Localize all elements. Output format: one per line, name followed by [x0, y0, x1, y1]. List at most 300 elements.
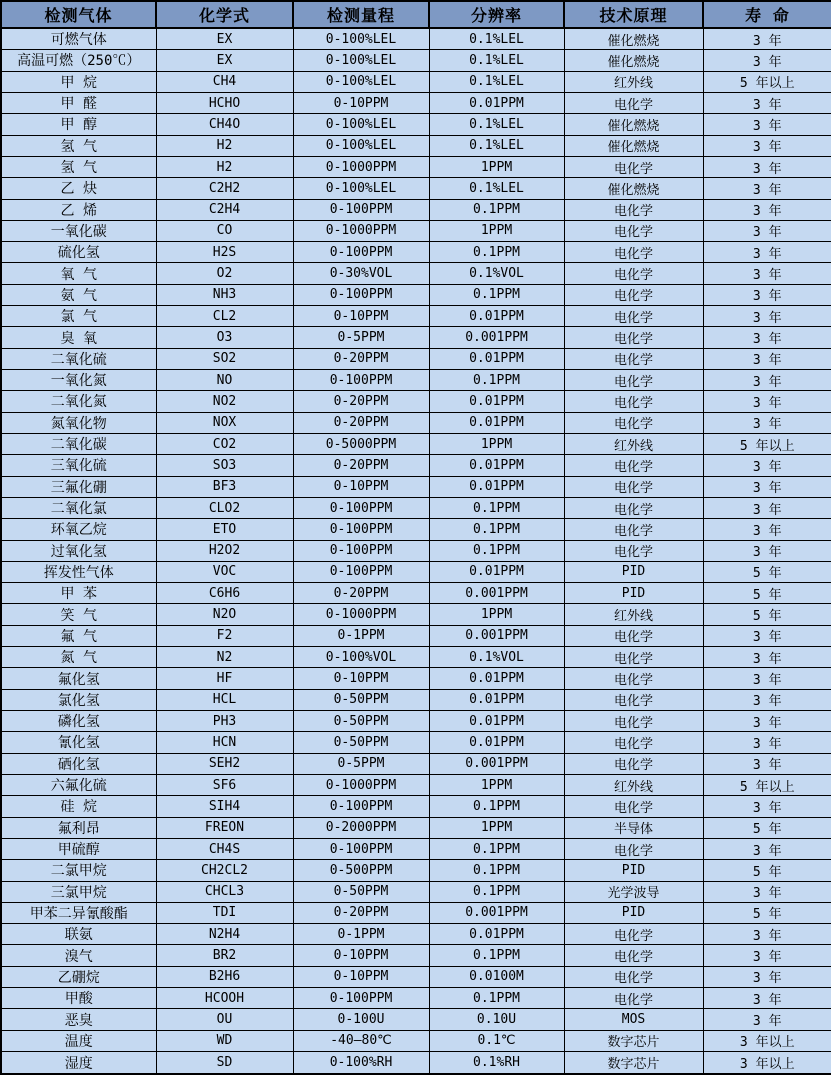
principle-cell: 电化学: [564, 988, 703, 1009]
life-cell: 3 年: [703, 881, 831, 902]
column-header: 技术原理: [564, 1, 703, 28]
gas-name-cell: 高温可燃（250℃）: [1, 50, 156, 71]
life-cell: 5 年以上: [703, 774, 831, 795]
life-cell: 3 年: [703, 497, 831, 518]
table-header: [1, 1, 831, 28]
principle-cell: 电化学: [564, 753, 703, 774]
gas-name-cell: 二氯甲烷: [1, 860, 156, 881]
table-row: [1, 412, 831, 433]
life-cell: 3 年: [703, 540, 831, 561]
table-row: [1, 945, 831, 966]
principle-cell: 电化学: [564, 668, 703, 689]
table-row: [1, 860, 831, 881]
gas-name-cell: 氰化氢: [1, 732, 156, 753]
range-cell: 0-10PPM: [293, 92, 429, 113]
range-cell: 0-20PPM: [293, 348, 429, 369]
gas-name-cell: 二氧化碳: [1, 433, 156, 454]
life-cell: 5 年: [703, 860, 831, 881]
range-cell: 0-20PPM: [293, 902, 429, 923]
formula-cell: SIH4: [156, 796, 293, 817]
life-cell: 3 年以上: [703, 1030, 831, 1051]
range-cell: 0-100PPM: [293, 796, 429, 817]
table-row: [1, 92, 831, 113]
resolution-cell: 0.1PPM: [429, 497, 564, 518]
gas-name-cell: 乙硼烷: [1, 966, 156, 987]
gas-name-cell: 氯化氢: [1, 689, 156, 710]
formula-cell: B2H6: [156, 966, 293, 987]
table-row: [1, 497, 831, 518]
formula-cell: SEH2: [156, 753, 293, 774]
life-cell: 3 年: [703, 28, 831, 50]
table-row: [1, 732, 831, 753]
table-row: [1, 433, 831, 454]
formula-cell: WD: [156, 1030, 293, 1051]
formula-cell: NOX: [156, 412, 293, 433]
life-cell: 3 年: [703, 924, 831, 945]
resolution-cell: 1PPM: [429, 220, 564, 241]
range-cell: 0-100%LEL: [293, 135, 429, 156]
principle-cell: 催化燃烧: [564, 114, 703, 135]
formula-cell: N2H4: [156, 924, 293, 945]
life-cell: 3 年: [703, 114, 831, 135]
range-cell: 0-50PPM: [293, 732, 429, 753]
resolution-cell: 0.001PPM: [429, 327, 564, 348]
table-row: [1, 519, 831, 540]
range-cell: 0-100%LEL: [293, 50, 429, 71]
resolution-cell: 0.1%RH: [429, 1052, 564, 1074]
table-row: [1, 796, 831, 817]
column-header: 检测量程: [293, 1, 429, 28]
resolution-cell: 0.1%VOL: [429, 647, 564, 668]
formula-cell: VOC: [156, 561, 293, 582]
principle-cell: PID: [564, 583, 703, 604]
formula-cell: N2: [156, 647, 293, 668]
life-cell: 3 年: [703, 476, 831, 497]
range-cell: 0-10PPM: [293, 306, 429, 327]
resolution-cell: 0.001PPM: [429, 583, 564, 604]
resolution-cell: 0.10U: [429, 1009, 564, 1030]
principle-cell: 催化燃烧: [564, 50, 703, 71]
gas-name-cell: 环氧乙烷: [1, 519, 156, 540]
life-cell: 3 年: [703, 263, 831, 284]
formula-cell: FREON: [156, 817, 293, 838]
resolution-cell: 1PPM: [429, 774, 564, 795]
range-cell: 0-100U: [293, 1009, 429, 1030]
resolution-cell: 1PPM: [429, 817, 564, 838]
range-cell: 0-100PPM: [293, 199, 429, 220]
resolution-cell: 0.01PPM: [429, 689, 564, 710]
range-cell: 0-50PPM: [293, 689, 429, 710]
table-row: [1, 391, 831, 412]
gas-name-cell: 挥发性气体: [1, 561, 156, 582]
table-row: [1, 348, 831, 369]
principle-cell: 电化学: [564, 689, 703, 710]
gas-name-cell: 磷化氢: [1, 711, 156, 732]
range-cell: 0-1000PPM: [293, 774, 429, 795]
gas-name-cell: 温度: [1, 1030, 156, 1051]
life-cell: 3 年: [703, 178, 831, 199]
gas-name-cell: 溴气: [1, 945, 156, 966]
resolution-cell: 1PPM: [429, 156, 564, 177]
range-cell: 0-100PPM: [293, 284, 429, 305]
principle-cell: 电化学: [564, 732, 703, 753]
life-cell: 3 年: [703, 625, 831, 646]
gas-name-cell: 恶臭: [1, 1009, 156, 1030]
table-row: [1, 220, 831, 241]
formula-cell: CO2: [156, 433, 293, 454]
formula-cell: NO2: [156, 391, 293, 412]
resolution-cell: 0.01PPM: [429, 348, 564, 369]
table-row: [1, 306, 831, 327]
gas-name-cell: 乙 炔: [1, 178, 156, 199]
range-cell: 0-50PPM: [293, 881, 429, 902]
formula-cell: H2S: [156, 242, 293, 263]
principle-cell: 红外线: [564, 71, 703, 92]
formula-cell: CH4: [156, 71, 293, 92]
resolution-cell: 0.01PPM: [429, 92, 564, 113]
resolution-cell: 1PPM: [429, 604, 564, 625]
gas-name-cell: 氟化氢: [1, 668, 156, 689]
life-cell: 3 年: [703, 945, 831, 966]
table-row: [1, 817, 831, 838]
formula-cell: BR2: [156, 945, 293, 966]
table-row: [1, 178, 831, 199]
life-cell: 5 年: [703, 817, 831, 838]
table-row: [1, 1009, 831, 1030]
gas-name-cell: 三氧化硫: [1, 455, 156, 476]
life-cell: 3 年: [703, 370, 831, 391]
range-cell: 0-100%LEL: [293, 71, 429, 92]
life-cell: 3 年: [703, 689, 831, 710]
formula-cell: EX: [156, 50, 293, 71]
principle-cell: 电化学: [564, 455, 703, 476]
principle-cell: PID: [564, 860, 703, 881]
table-row: [1, 902, 831, 923]
principle-cell: 电化学: [564, 966, 703, 987]
life-cell: 5 年: [703, 583, 831, 604]
principle-cell: 电化学: [564, 796, 703, 817]
table-row: [1, 966, 831, 987]
formula-cell: HCL: [156, 689, 293, 710]
formula-cell: EX: [156, 28, 293, 50]
table-row: [1, 689, 831, 710]
formula-cell: SO3: [156, 455, 293, 476]
formula-cell: H2: [156, 156, 293, 177]
range-cell: 0-30%VOL: [293, 263, 429, 284]
principle-cell: 电化学: [564, 924, 703, 945]
table-row: [1, 327, 831, 348]
range-cell: -40—80℃: [293, 1030, 429, 1051]
resolution-cell: 0.1%LEL: [429, 50, 564, 71]
table-row: [1, 988, 831, 1009]
gas-name-cell: 可燃气体: [1, 28, 156, 50]
formula-cell: CH4O: [156, 114, 293, 135]
life-cell: 3 年: [703, 519, 831, 540]
table-row: [1, 242, 831, 263]
resolution-cell: 0.01PPM: [429, 476, 564, 497]
range-cell: 0-1000PPM: [293, 156, 429, 177]
principle-cell: PID: [564, 902, 703, 923]
range-cell: 0-100%RH: [293, 1052, 429, 1074]
formula-cell: C2H4: [156, 199, 293, 220]
principle-cell: 电化学: [564, 306, 703, 327]
resolution-cell: 0.01PPM: [429, 455, 564, 476]
table-row: [1, 604, 831, 625]
range-cell: 0-2000PPM: [293, 817, 429, 838]
table-row: [1, 370, 831, 391]
principle-cell: 电化学: [564, 156, 703, 177]
gas-name-cell: 甲酸: [1, 988, 156, 1009]
principle-cell: 电化学: [564, 625, 703, 646]
resolution-cell: 0.001PPM: [429, 902, 564, 923]
range-cell: 0-100PPM: [293, 561, 429, 582]
formula-cell: O3: [156, 327, 293, 348]
formula-cell: ETO: [156, 519, 293, 540]
table-row: [1, 753, 831, 774]
range-cell: 0-100PPM: [293, 497, 429, 518]
range-cell: 0-20PPM: [293, 583, 429, 604]
resolution-cell: 0.1PPM: [429, 199, 564, 220]
principle-cell: 催化燃烧: [564, 28, 703, 50]
principle-cell: 数字芯片: [564, 1052, 703, 1074]
formula-cell: NO: [156, 370, 293, 391]
range-cell: 0-100%LEL: [293, 28, 429, 50]
formula-cell: NH3: [156, 284, 293, 305]
table-row: [1, 263, 831, 284]
table-body: [1, 28, 831, 1074]
formula-cell: SO2: [156, 348, 293, 369]
resolution-cell: 0.1%LEL: [429, 71, 564, 92]
gas-name-cell: 氧 气: [1, 263, 156, 284]
principle-cell: 电化学: [564, 92, 703, 113]
life-cell: 3 年: [703, 966, 831, 987]
life-cell: 3 年: [703, 796, 831, 817]
formula-cell: HCN: [156, 732, 293, 753]
range-cell: 0-100%VOL: [293, 647, 429, 668]
table-row: [1, 540, 831, 561]
gas-name-cell: 氢 气: [1, 156, 156, 177]
resolution-cell: 0.1%LEL: [429, 28, 564, 50]
resolution-cell: 0.1%VOL: [429, 263, 564, 284]
range-cell: 0-10PPM: [293, 476, 429, 497]
table-row: [1, 1052, 831, 1074]
life-cell: 5 年: [703, 604, 831, 625]
gas-name-cell: 硫化氢: [1, 242, 156, 263]
life-cell: 3 年: [703, 50, 831, 71]
formula-cell: H2: [156, 135, 293, 156]
principle-cell: 电化学: [564, 838, 703, 859]
principle-cell: 红外线: [564, 774, 703, 795]
range-cell: 0-20PPM: [293, 391, 429, 412]
table-row: [1, 1030, 831, 1051]
gas-name-cell: 氨 气: [1, 284, 156, 305]
range-cell: 0-50PPM: [293, 711, 429, 732]
table-row: [1, 455, 831, 476]
range-cell: 0-100%LEL: [293, 114, 429, 135]
life-cell: 3 年: [703, 220, 831, 241]
gas-name-cell: 甲 醇: [1, 114, 156, 135]
resolution-cell: 0.1PPM: [429, 945, 564, 966]
gas-name-cell: 一氧化碳: [1, 220, 156, 241]
table-row: [1, 476, 831, 497]
resolution-cell: 0.01PPM: [429, 732, 564, 753]
gas-name-cell: 二氧化氯: [1, 497, 156, 518]
life-cell: 3 年: [703, 156, 831, 177]
gas-name-cell: 一氧化氮: [1, 370, 156, 391]
resolution-cell: 0.1PPM: [429, 284, 564, 305]
resolution-cell: 0.001PPM: [429, 753, 564, 774]
resolution-cell: 0.1PPM: [429, 540, 564, 561]
range-cell: 0-20PPM: [293, 412, 429, 433]
resolution-cell: 0.01PPM: [429, 391, 564, 412]
principle-cell: MOS: [564, 1009, 703, 1030]
life-cell: 3 年: [703, 711, 831, 732]
gas-name-cell: 三氯甲烷: [1, 881, 156, 902]
principle-cell: 电化学: [564, 327, 703, 348]
principle-cell: 电化学: [564, 370, 703, 391]
life-cell: 3 年: [703, 92, 831, 113]
formula-cell: C2H2: [156, 178, 293, 199]
principle-cell: 电化学: [564, 199, 703, 220]
formula-cell: CO: [156, 220, 293, 241]
life-cell: 3 年: [703, 647, 831, 668]
resolution-cell: 0.001PPM: [429, 625, 564, 646]
principle-cell: 催化燃烧: [564, 135, 703, 156]
resolution-cell: 0.1PPM: [429, 242, 564, 263]
range-cell: 0-1PPM: [293, 625, 429, 646]
column-header: 检测气体: [1, 1, 156, 28]
table-row: [1, 625, 831, 646]
formula-cell: O2: [156, 263, 293, 284]
resolution-cell: 0.0100M: [429, 966, 564, 987]
table-row: [1, 583, 831, 604]
gas-name-cell: 臭 氧: [1, 327, 156, 348]
principle-cell: PID: [564, 561, 703, 582]
resolution-cell: 0.1%LEL: [429, 178, 564, 199]
formula-cell: F2: [156, 625, 293, 646]
life-cell: 3 年: [703, 732, 831, 753]
life-cell: 3 年以上: [703, 1052, 831, 1074]
gas-name-cell: 甲 醛: [1, 92, 156, 113]
formula-cell: HCOOH: [156, 988, 293, 1009]
resolution-cell: 0.1PPM: [429, 860, 564, 881]
life-cell: 3 年: [703, 135, 831, 156]
range-cell: 0-20PPM: [293, 455, 429, 476]
life-cell: 3 年: [703, 391, 831, 412]
column-header: 化学式: [156, 1, 293, 28]
resolution-cell: 1PPM: [429, 433, 564, 454]
table-row: [1, 668, 831, 689]
life-cell: 3 年: [703, 327, 831, 348]
formula-cell: SD: [156, 1052, 293, 1074]
formula-cell: CL2: [156, 306, 293, 327]
resolution-cell: 0.1PPM: [429, 370, 564, 391]
range-cell: 0-100PPM: [293, 242, 429, 263]
range-cell: 0-100PPM: [293, 540, 429, 561]
table-row: [1, 135, 831, 156]
life-cell: 3 年: [703, 988, 831, 1009]
table-row: [1, 924, 831, 945]
table-row: [1, 71, 831, 92]
formula-cell: SF6: [156, 774, 293, 795]
resolution-cell: 0.1%LEL: [429, 135, 564, 156]
formula-cell: C6H6: [156, 583, 293, 604]
principle-cell: 电化学: [564, 647, 703, 668]
gas-name-cell: 氮氧化物: [1, 412, 156, 433]
gas-name-cell: 甲硫醇: [1, 838, 156, 859]
gas-name-cell: 二氧化氮: [1, 391, 156, 412]
formula-cell: OU: [156, 1009, 293, 1030]
column-header: 寿 命: [703, 1, 831, 28]
range-cell: 0-100%LEL: [293, 178, 429, 199]
resolution-cell: 0.1PPM: [429, 988, 564, 1009]
principle-cell: 电化学: [564, 945, 703, 966]
life-cell: 3 年: [703, 284, 831, 305]
gas-name-cell: 甲 苯: [1, 583, 156, 604]
resolution-cell: 0.1%LEL: [429, 114, 564, 135]
resolution-cell: 0.1PPM: [429, 796, 564, 817]
formula-cell: PH3: [156, 711, 293, 732]
formula-cell: H2O2: [156, 540, 293, 561]
table-row: [1, 711, 831, 732]
life-cell: 5 年: [703, 561, 831, 582]
range-cell: 0-5PPM: [293, 327, 429, 348]
life-cell: 3 年: [703, 455, 831, 476]
range-cell: 0-1PPM: [293, 924, 429, 945]
column-header: 分辨率: [429, 1, 564, 28]
range-cell: 0-5000PPM: [293, 433, 429, 454]
principle-cell: 电化学: [564, 497, 703, 518]
resolution-cell: 0.01PPM: [429, 306, 564, 327]
table-row: [1, 50, 831, 71]
table-row: [1, 199, 831, 220]
principle-cell: 红外线: [564, 433, 703, 454]
gas-name-cell: 湿度: [1, 1052, 156, 1074]
range-cell: 0-10PPM: [293, 668, 429, 689]
gas-name-cell: 二氧化硫: [1, 348, 156, 369]
formula-cell: CHCL3: [156, 881, 293, 902]
formula-cell: TDI: [156, 902, 293, 923]
life-cell: 3 年: [703, 838, 831, 859]
formula-cell: BF3: [156, 476, 293, 497]
table-row: [1, 284, 831, 305]
gas-name-cell: 氢 气: [1, 135, 156, 156]
principle-cell: 光学波导: [564, 881, 703, 902]
life-cell: 3 年: [703, 1009, 831, 1030]
resolution-cell: 0.1PPM: [429, 519, 564, 540]
formula-cell: N2O: [156, 604, 293, 625]
formula-cell: CH2CL2: [156, 860, 293, 881]
formula-cell: CH4S: [156, 838, 293, 859]
principle-cell: 电化学: [564, 476, 703, 497]
principle-cell: 电化学: [564, 412, 703, 433]
principle-cell: 电化学: [564, 711, 703, 732]
range-cell: 0-100PPM: [293, 519, 429, 540]
principle-cell: 电化学: [564, 519, 703, 540]
life-cell: 3 年: [703, 306, 831, 327]
range-cell: 0-100PPM: [293, 370, 429, 391]
principle-cell: 红外线: [564, 604, 703, 625]
resolution-cell: 0.01PPM: [429, 711, 564, 732]
principle-cell: 催化燃烧: [564, 178, 703, 199]
life-cell: 5 年: [703, 902, 831, 923]
resolution-cell: 0.01PPM: [429, 561, 564, 582]
table-row: [1, 156, 831, 177]
formula-cell: CLO2: [156, 497, 293, 518]
principle-cell: 半导体: [564, 817, 703, 838]
range-cell: 0-1000PPM: [293, 220, 429, 241]
gas-name-cell: 硅 烷: [1, 796, 156, 817]
